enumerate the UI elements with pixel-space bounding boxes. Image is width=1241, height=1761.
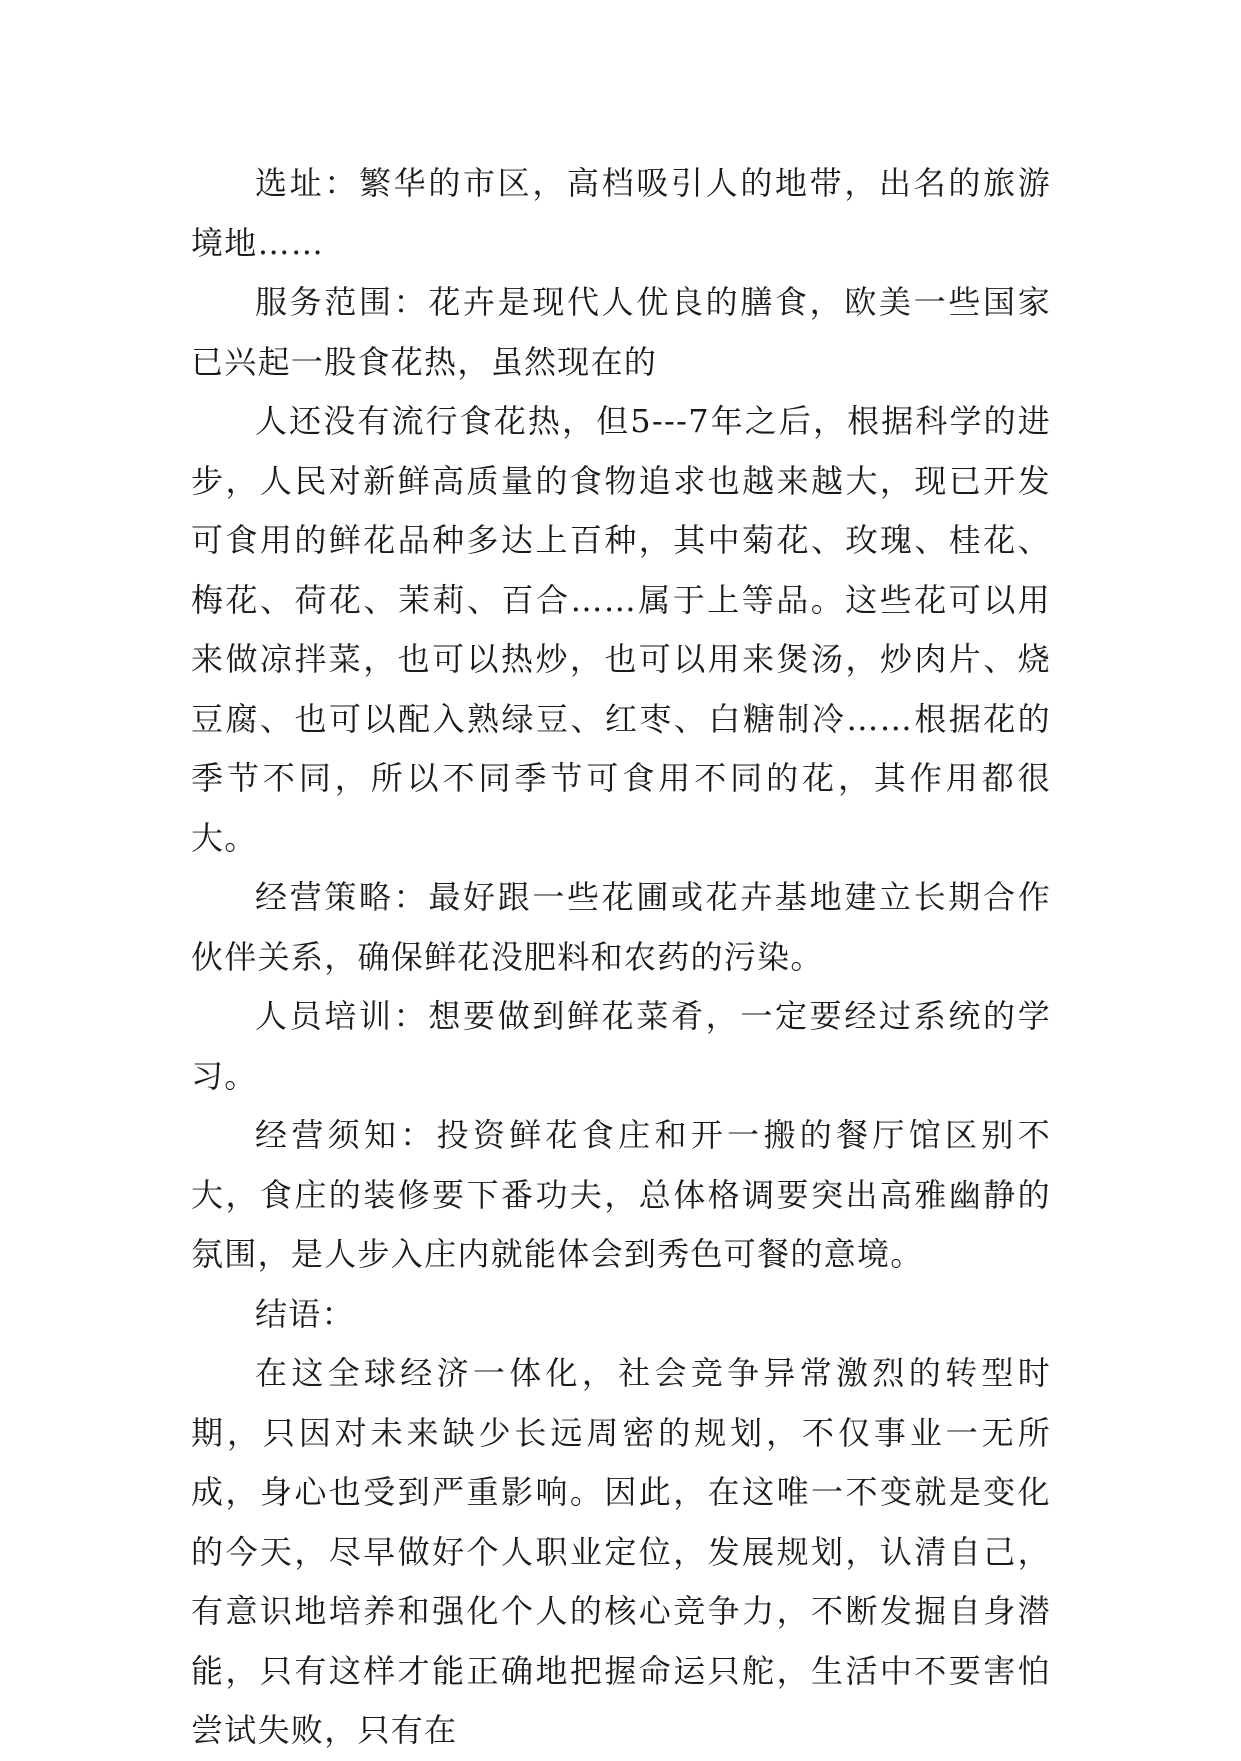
paragraph-staff-training: 人员培训：想要做到鲜花菜肴，一定要经过系统的学习。 — [191, 997, 1051, 1095]
paragraph-site-selection: 选址：繁华的市区，高档吸引人的地带，出名的旅游境地…… — [191, 164, 1051, 262]
paragraph-edible-flowers: 人还没有流行食花热，但5---7年之后，根据科学的进步，人民对新鲜高质量的食物追求也越来越大，现已开发可食用的鲜花品种多达上百种，其中菊花、玫瑰、桂花、梅花、荷花、茉莉、百合……属于上等品。这些花可以用来做凉拌菜，也可以热炒，也可以用来煲汤，炒肉片、烧豆腐、也可以配入熟绿豆、红枣、白糖制冷……根据花的季节不同，所以不同季节可食用不同的花，其作用都很大。 — [191, 402, 1051, 857]
paragraph-business-notes: 经营须知：投资鲜花食庄和开一搬的餐厅馆区别不大，食庄的装修要下番功夫，总体格调要突出高雅幽静的氛围，是人步入庄内就能体会到秀色可餐的意境。 — [191, 1116, 1051, 1273]
paragraph-business-strategy: 经营策略：最好跟一些花圃或花卉基地建立长期合作伙伴关系，确保鲜花没肥料和农药的污染。 — [191, 878, 1051, 976]
paragraph-service-scope: 服务范围：花卉是现代人优良的膳食，欧美一些国家已兴起一股食花热，虽然现在的 — [191, 283, 1051, 381]
paragraph-conclusion-body: 在这全球经济一体化，社会竞争异常激烈的转型时期，只因对未来缺少长远周密的规划，不仅事业一无所成，身心也受到严重影响。因此，在这唯一不变就是变化的今天，尽早做好个人职业定位，发展规划，认清自己，有意识地培养和强化个人的核心竞争力，不断发掘自身潜能，只有这样才能正确地把握命运只舵，生活中不要害怕尝试失败，只有在 — [191, 1354, 1051, 1749]
paragraph-conclusion-heading: 结语： — [255, 1294, 355, 1333]
document-body — [191, 154, 1051, 1761]
